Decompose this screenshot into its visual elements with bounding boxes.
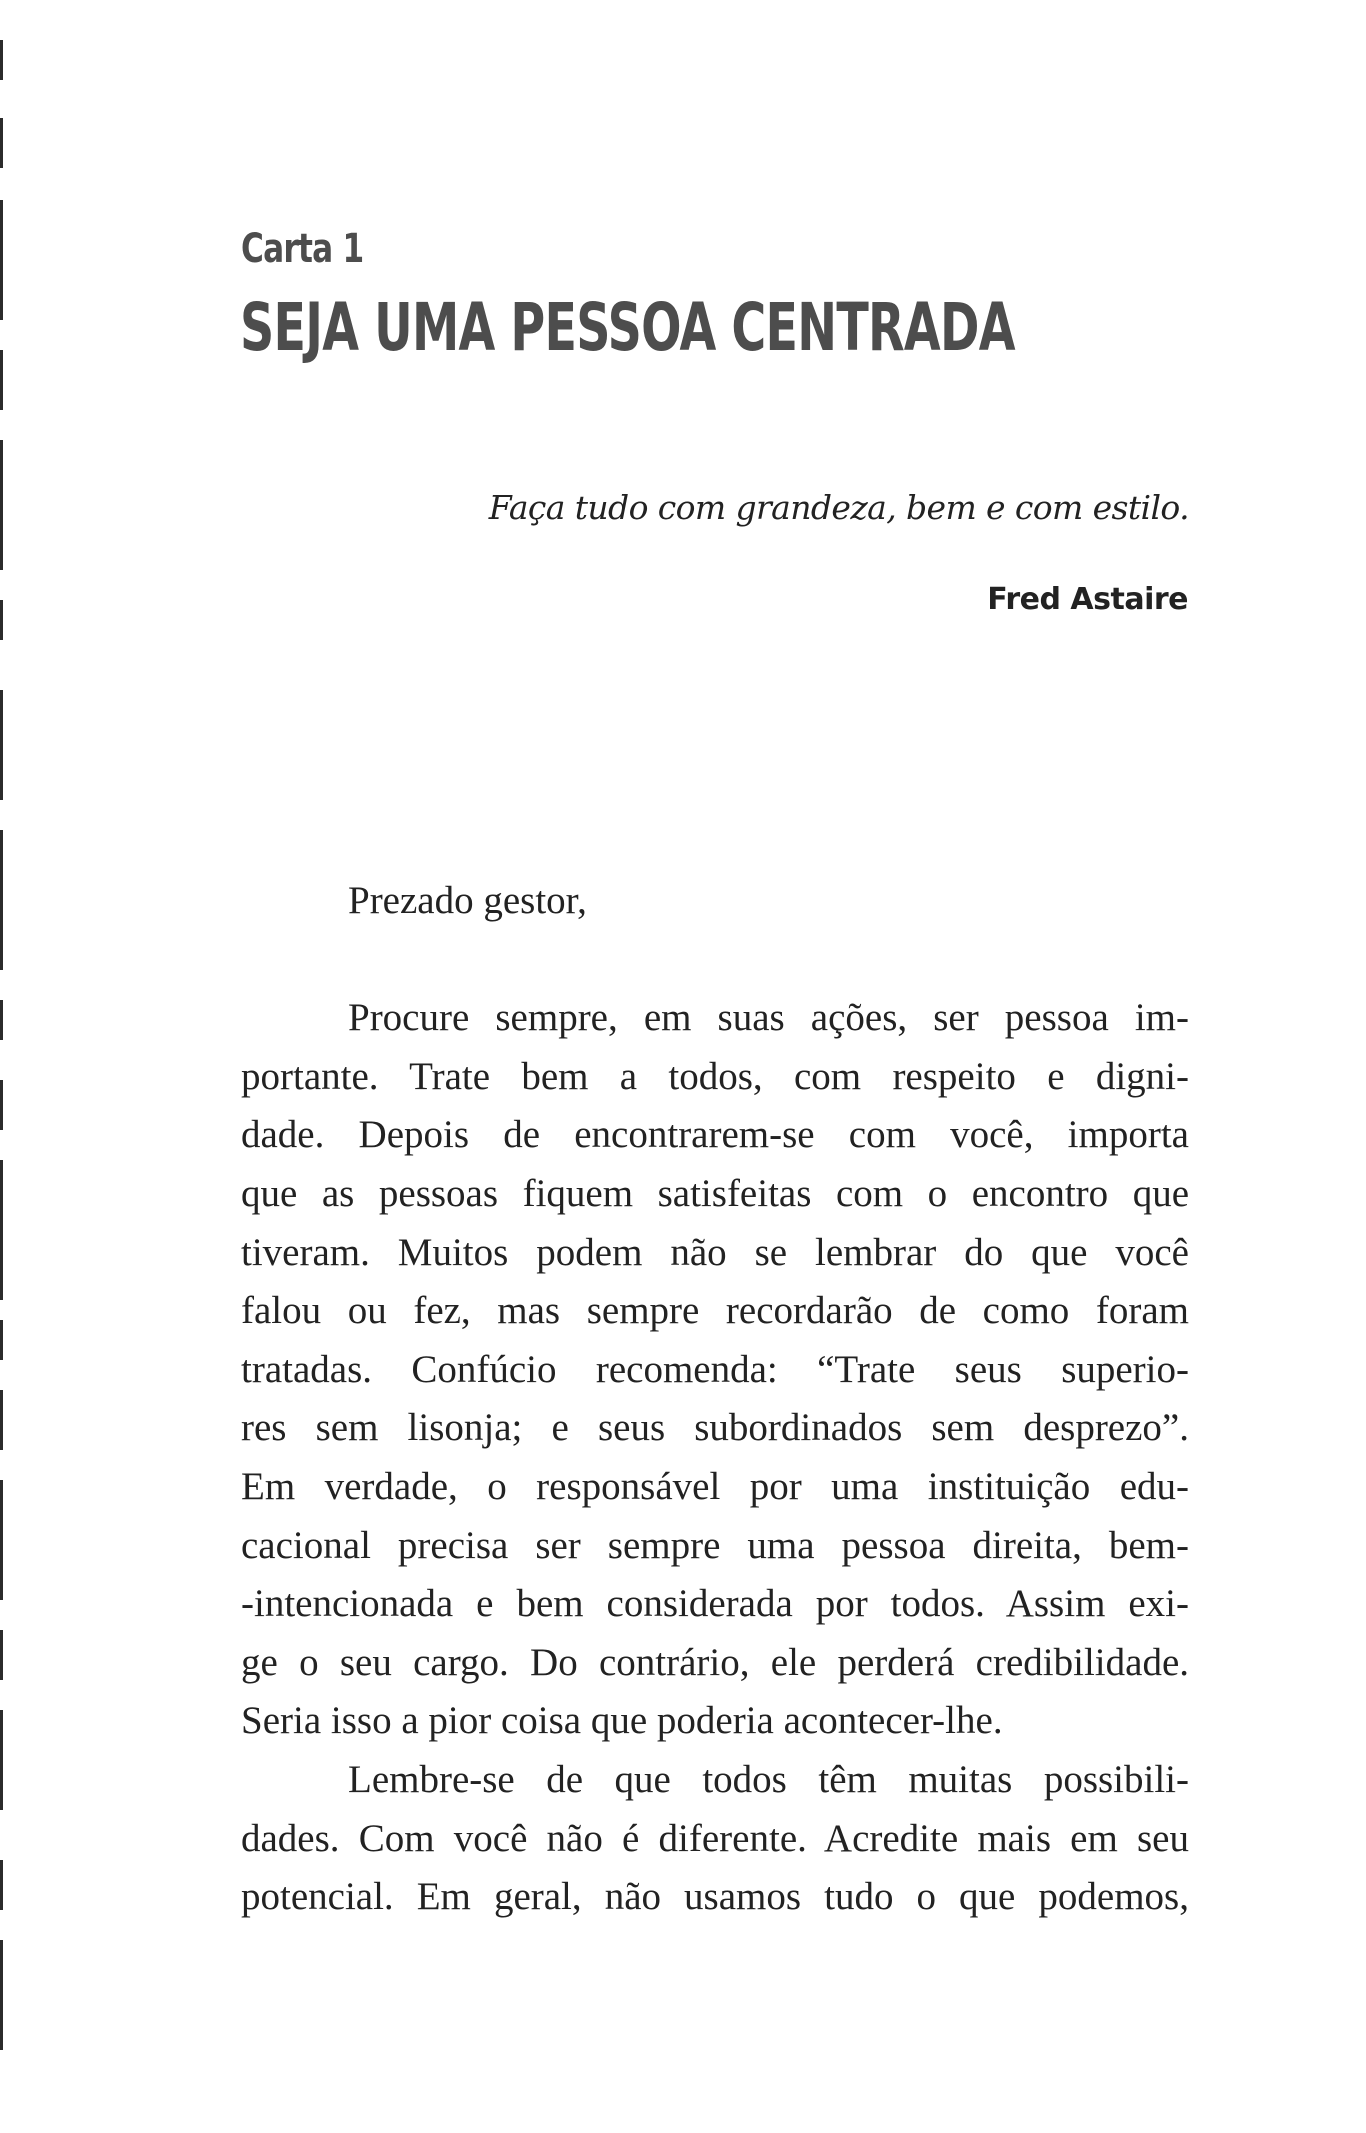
text-line: Seria isso a pior coisa que poderia acontecer-lhe. xyxy=(241,1699,1003,1743)
letter-salutation: Prezado gestor, xyxy=(348,879,587,922)
text-line: que as pessoas fiquem satisfeitas com o encontro que xyxy=(241,1171,1189,1215)
edge-mark xyxy=(0,1630,3,1680)
edge-mark xyxy=(0,200,3,320)
text-line: Em verdade, o responsável por uma instituição edu- xyxy=(241,1464,1189,1508)
letter-paragraph-2 xyxy=(241,1751,1189,1927)
text-line: cacional precisa ser sempre uma pessoa direita, bem- xyxy=(241,1523,1189,1567)
edge-mark xyxy=(0,1480,3,1600)
edge-mark xyxy=(0,1000,3,1040)
edge-mark xyxy=(0,1710,3,1810)
chapter-label: Carta 1 xyxy=(241,226,364,272)
text-line: Procure sempre, em suas ações, ser pessoa im- xyxy=(348,996,1189,1040)
edge-mark xyxy=(0,690,3,800)
edge-mark xyxy=(0,1940,3,2050)
text-line: res sem lisonja; e seus subordinados sem desprezo”. xyxy=(241,1406,1189,1450)
text-line: portante. Trate bem a todos, com respeito e digni- xyxy=(241,1054,1189,1098)
page-edge-marks xyxy=(0,0,6,2133)
edge-mark xyxy=(0,440,3,570)
text-line: potencial. Em geral, não usamos tudo o que podemos, xyxy=(241,1875,1189,1919)
edge-mark xyxy=(0,830,3,970)
text-line: falou ou fez, mas sempre recordarão de como foram xyxy=(241,1289,1189,1333)
letter-paragraph-1 xyxy=(241,989,1189,1751)
edge-mark xyxy=(0,600,3,640)
text-line: tratadas. Confúcio recomenda: “Trate seus superio- xyxy=(241,1347,1189,1391)
edge-mark xyxy=(0,1860,3,1910)
text-line: dade. Depois de encontrarem-se com você, importa xyxy=(241,1113,1189,1157)
edge-mark xyxy=(0,350,3,410)
text-line: -intencionada e bem considerada por todos. Assim exi- xyxy=(241,1582,1189,1626)
edge-mark xyxy=(0,40,3,80)
letter-body xyxy=(241,872,1189,1927)
edge-mark xyxy=(0,1160,3,1300)
chapter-title: SEJA UMA PESSOA CENTRADA xyxy=(240,289,1015,366)
edge-mark xyxy=(0,118,3,168)
text-line: Lembre-se de que todos têm muitas possibili- xyxy=(348,1757,1189,1801)
text-line: ge o seu cargo. Do contrário, ele perderá credibilidade. xyxy=(241,1640,1189,1684)
edge-mark xyxy=(0,1390,3,1450)
text-line: dades. Com você não é diferente. Acredite mais em seu xyxy=(241,1816,1189,1860)
epigraph-quote: Faça tudo com grandeza, bem e com estilo. xyxy=(488,488,1189,527)
edge-mark xyxy=(0,1320,3,1360)
edge-mark xyxy=(0,1080,3,1130)
epigraph-author: Fred Astaire xyxy=(987,582,1188,617)
text-line: tiveram. Muitos podem não se lembrar do que você xyxy=(241,1230,1189,1274)
